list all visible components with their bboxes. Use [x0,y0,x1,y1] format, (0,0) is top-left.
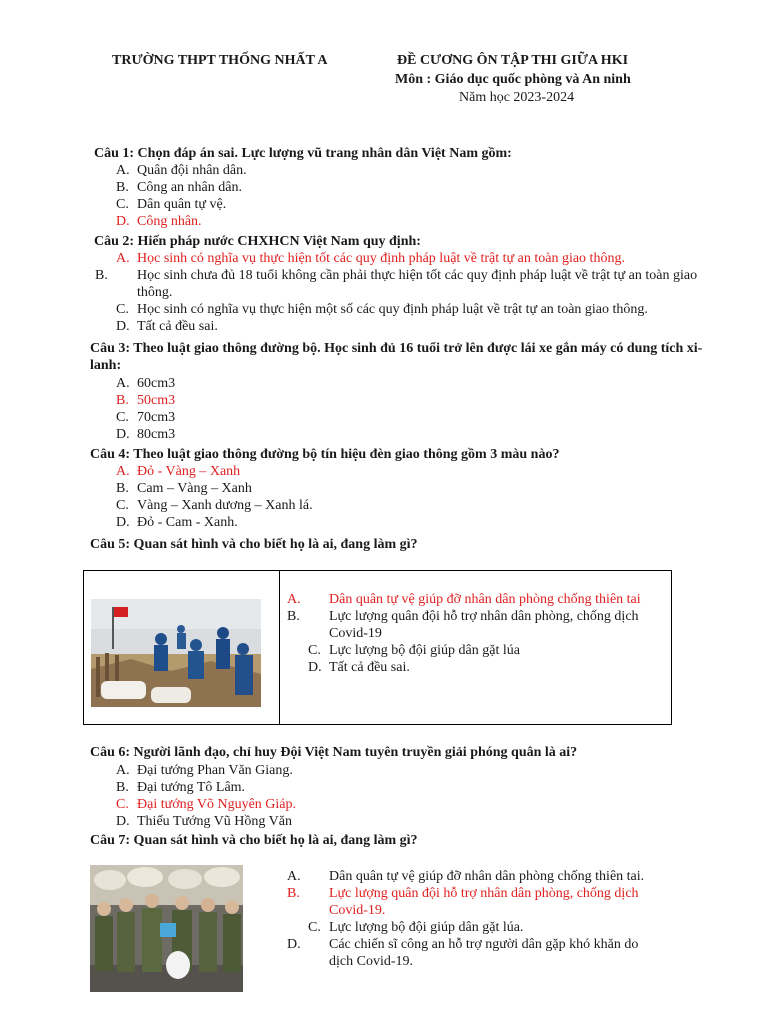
question-5-title: Câu 5: Quan sát hình và cho biết họ là ai, đang làm gì? [90,537,418,552]
question-2-title: Câu 2: Hiến pháp nước CHXHCN Việt Nam quy định: [94,234,421,249]
option-1c: C. Dân quân tự vệ. [116,197,227,212]
school-name: TRƯỜNG THPT THỐNG NHẤT A [112,53,328,68]
option-5b: B. Lực lượng quân đội hỗ trợ nhân dân phòng, chống dịch Covid-19 [287,609,639,641]
option-7d: D. Các chiến sĩ công an hỗ trợ người dân gặp khó khăn do dịch Covid-19. [287,937,639,969]
flood-prevention-photo [91,599,261,707]
option-2c: C. Học sinh có nghĩa vụ thực hiện một số các quy định pháp luật về trật tự an toàn giao thông. [116,302,648,317]
question-6-options [116,762,516,830]
option-5a-answer: A. Dân quân tự vệ giúp đỡ nhân dân phòng chống thiên tai [287,592,641,607]
option-6c-answer: C. Đại tướng Võ Nguyên Giáp. [116,797,296,812]
option-3b-answer: B. 50cm3 [116,393,176,408]
school-year: Năm học 2023-2024 [459,90,575,105]
question-5-options [287,591,653,676]
option-2d: D. Tất cả đều sai. [116,319,218,334]
option-7b-answer: B. Lực lượng quân đội hỗ trợ nhân dân phòng, chống dịch Covid-19. [287,886,639,918]
question-3-title: Câu 3: Theo luật giao thông đường bộ. Học sinh đủ 16 tuổi trở lên được lái xe gắn máy có dung tích xi-lanh: [90,341,703,373]
option-4b: B. Cam – Vàng – Xanh [116,481,252,496]
option-6b: B. Đại tướng Tô Lâm. [116,780,246,795]
question-1-options [116,162,716,230]
option-7c: C. Lực lượng bộ đội giúp dân gặt lúa. [308,920,524,935]
option-1d-answer: D. Công nhân. [116,214,202,229]
subject-line: Môn : Giáo dục quốc phòng và An ninh [395,72,631,87]
option-2b: B. Học sinh chưa đủ 18 tuổi không cần phải thực hiện tốt các quy định pháp luật về trật tự an toàn giao thông. [95,268,698,300]
option-6a: A. Đại tướng Phan Văn Giang. [116,763,293,778]
option-5c: C. Lực lượng bộ đội giúp dân gặt lúa [308,643,520,658]
option-2a-answer: A. Học sinh có nghĩa vụ thực hiện tốt các quy định pháp luật về trật tự an toàn giao thông. [116,251,625,266]
question-3-options [116,375,516,443]
document-title: ĐỀ CƯƠNG ÔN TẬP THI GIỮA HKI [397,53,629,68]
option-3c: C. 70cm3 [116,410,176,425]
option-6d: D. Thiếu Tướng Vũ Hồng Văn [116,814,292,829]
question-7-title: Câu 7: Quan sát hình và cho biết họ là ai, đang làm gì? [90,833,418,848]
option-5d: D. Tất cả đều sai. [308,660,410,675]
option-7a: A. Dân quân tự vệ giúp đỡ nhân dân phòng chống thiên tai. [287,869,645,884]
question-7-options [287,868,658,970]
option-4c: C. Vàng – Xanh dương – Xanh lá. [116,498,313,513]
option-1a: A. Quân đội nhân dân. [116,163,247,178]
question-4-title: Câu 4: Theo luật giao thông đường bộ tín hiệu đèn giao thông gồm 3 màu nào? [90,447,560,462]
option-3a: A. 60cm3 [116,376,176,391]
option-1b: B. Công an nhân dân. [116,180,242,195]
option-4a-answer: A. Đỏ - Vàng – Xanh [116,464,241,479]
question-2-options [95,250,726,335]
question-1-title: Câu 1: Chọn đáp án sai. Lực lượng vũ trang nhân dân Việt Nam gồm: [94,146,512,161]
option-4d: D. Đỏ - Cam - Xanh. [116,515,238,530]
covid-support-photo [90,865,243,992]
question-5-table [83,570,672,725]
question-6-title: Câu 6: Người lãnh đạo, chỉ huy Đội Việt Nam tuyên truyền giải phóng quân là ai? [90,745,578,760]
question-4-options [116,463,516,531]
table-divider [279,571,280,724]
option-3d: D. 80cm3 [116,427,176,442]
